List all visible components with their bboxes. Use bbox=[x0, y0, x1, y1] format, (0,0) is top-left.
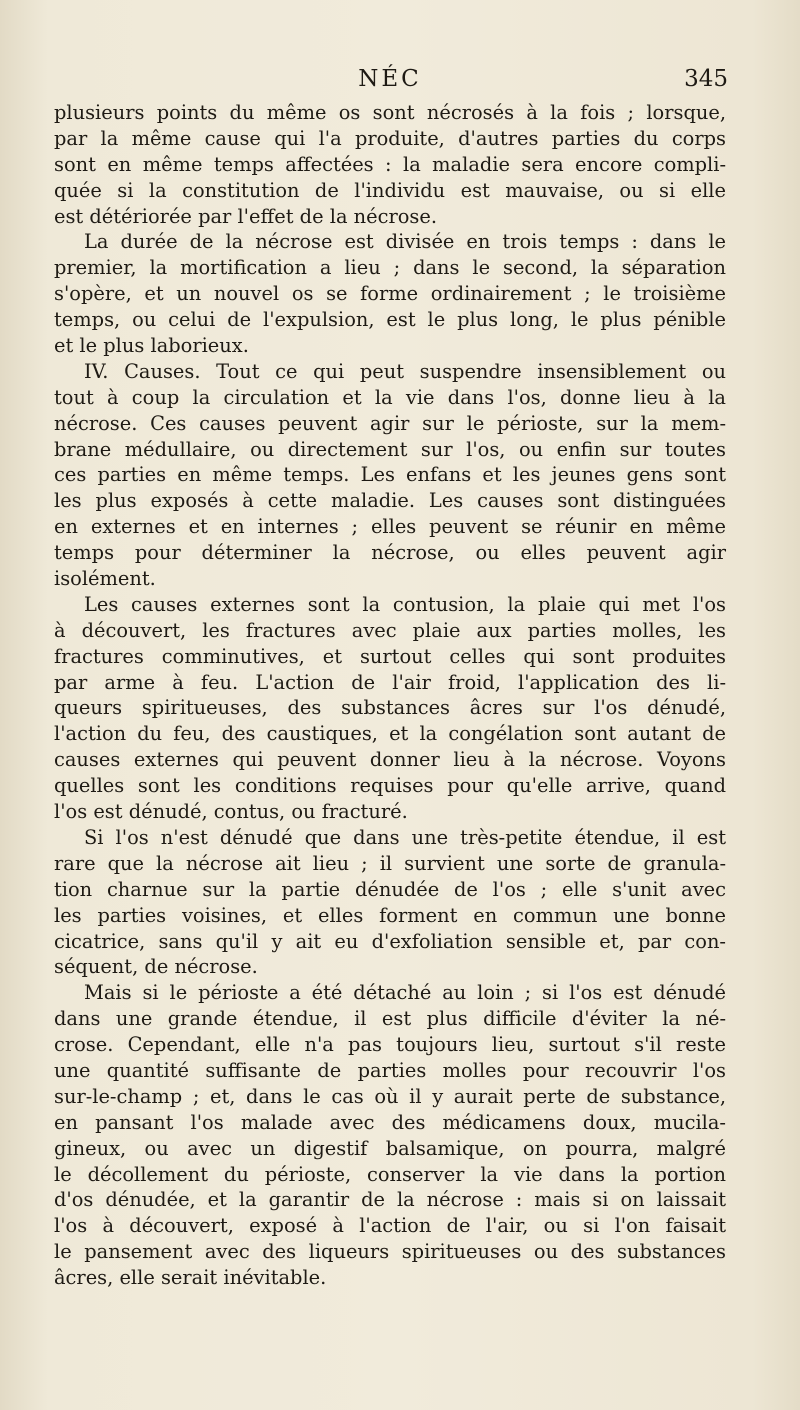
page-number: 345 bbox=[684, 66, 728, 92]
text-line: âcres, elle serait inévitable. bbox=[54, 1266, 327, 1290]
text-line: les plus exposés à cette maladie. Les causes sont distinguées bbox=[54, 489, 726, 513]
text-line: par arme à feu. L'action de l'air froid, l'application des li- bbox=[54, 670, 726, 694]
text-line: temps, ou celui de l'expulsion, est le plus long, le plus pénible bbox=[54, 308, 726, 332]
text-line: tout à coup la circulation et la vie dans l'os, donne lieu à la bbox=[54, 385, 726, 409]
text-line: nécrose. Ces causes peuvent agir sur le périoste, sur la mem- bbox=[54, 411, 726, 435]
text-line: le pansement avec des liqueurs spiritueuses ou des substances bbox=[54, 1240, 726, 1264]
text-line: cicatrice, sans qu'il y ait eu d'exfoliation sensible et, par con- bbox=[54, 929, 726, 953]
text-line: et le plus laborieux. bbox=[54, 334, 249, 358]
text-line: quelles sont les conditions requises pour qu'elle arrive, quand bbox=[54, 774, 726, 798]
text-line: par la même cause qui l'a produite, d'autres parties du corps bbox=[54, 126, 726, 150]
text-line: les parties voisines, et elles forment en commun une bonne bbox=[54, 903, 726, 927]
running-head: NÉC bbox=[358, 66, 422, 92]
text-line: Mais si le périoste a été détaché au loin ; si l'os est dénudé bbox=[84, 981, 726, 1005]
text-line: d'os dénudée, et la garantir de la nécrose : mais si on laissait bbox=[54, 1188, 726, 1212]
body-text bbox=[54, 100, 726, 1291]
text-line: une quantité suffisante de parties molles pour recouvrir l'os bbox=[54, 1058, 726, 1082]
text-line: ces parties en même temps. Les enfans et les jeunes gens sont bbox=[54, 463, 726, 487]
text-line: queurs spiritueuses, des substances âcres sur l'os dénudé, bbox=[54, 696, 726, 720]
text-line: sont en même temps affectées : la maladie sera encore compli- bbox=[54, 152, 726, 176]
text-line: séquent, de nécrose. bbox=[54, 955, 258, 979]
text-line: IV. Causes. Tout ce qui peut suspendre insensiblement ou bbox=[84, 359, 726, 383]
text-line: La durée de la nécrose est divisée en trois temps : dans le bbox=[84, 230, 726, 254]
text-line: le décollement du périoste, conserver la vie dans la portion bbox=[54, 1162, 726, 1186]
text-line: Si l'os n'est dénudé que dans une très-petite étendue, il est bbox=[84, 825, 726, 849]
page-header bbox=[52, 66, 728, 98]
text-line: dans une grande étendue, il est plus difficile d'éviter la né- bbox=[54, 1007, 726, 1031]
text-line: en pansant l'os malade avec des médicamens doux, mucila- bbox=[54, 1110, 726, 1134]
text-line: crose. Cependant, elle n'a pas toujours lieu, surtout s'il reste bbox=[54, 1033, 726, 1057]
text-line: premier, la mortification a lieu ; dans le second, la séparation bbox=[54, 256, 726, 280]
text-line: quée si la constitution de l'individu est mauvaise, ou si elle bbox=[54, 178, 726, 202]
text-line: l'os est dénudé, contus, ou fracturé. bbox=[54, 800, 408, 824]
text-line: l'action du feu, des caustiques, et la congélation sont autant de bbox=[54, 722, 726, 746]
text-line: plusieurs points du même os sont nécrosés à la fois ; lorsque, bbox=[54, 101, 726, 124]
text-line: en externes et en internes ; elles peuvent se réunir en même bbox=[54, 515, 726, 539]
text-line: l'os à découvert, exposé à l'action de l'air, ou si l'on faisait bbox=[54, 1214, 726, 1238]
text-line: brane médullaire, ou directement sur l'os, ou enfin sur toutes bbox=[54, 437, 726, 461]
text-line: isolément. bbox=[54, 567, 156, 591]
text-line: gineux, ou avec un digestif balsamique, on pourra, malgré bbox=[54, 1136, 726, 1160]
text-line: sur-le-champ ; et, dans le cas où il y aurait perte de substance, bbox=[54, 1084, 726, 1108]
text-line: temps pour déterminer la nécrose, ou elles peuvent agir bbox=[54, 541, 726, 565]
text-line: fractures comminutives, et surtout celles qui sont produites bbox=[54, 644, 726, 668]
text-line: est détériorée par l'effet de la nécrose. bbox=[54, 204, 438, 228]
text-line: tion charnue sur la partie dénudée de l'os ; elle s'unit avec bbox=[54, 877, 726, 901]
text-line: causes externes qui peuvent donner lieu à la nécrose. Voyons bbox=[54, 748, 726, 772]
text-line: Les causes externes sont la contusion, la plaie qui met l'os bbox=[84, 592, 726, 616]
text-line: à découvert, les fractures avec plaie aux parties molles, les bbox=[54, 618, 726, 642]
text-line: s'opère, et un nouvel os se forme ordinairement ; le troisième bbox=[54, 282, 726, 306]
text-line: rare que la nécrose ait lieu ; il survient une sorte de granula- bbox=[54, 851, 726, 875]
